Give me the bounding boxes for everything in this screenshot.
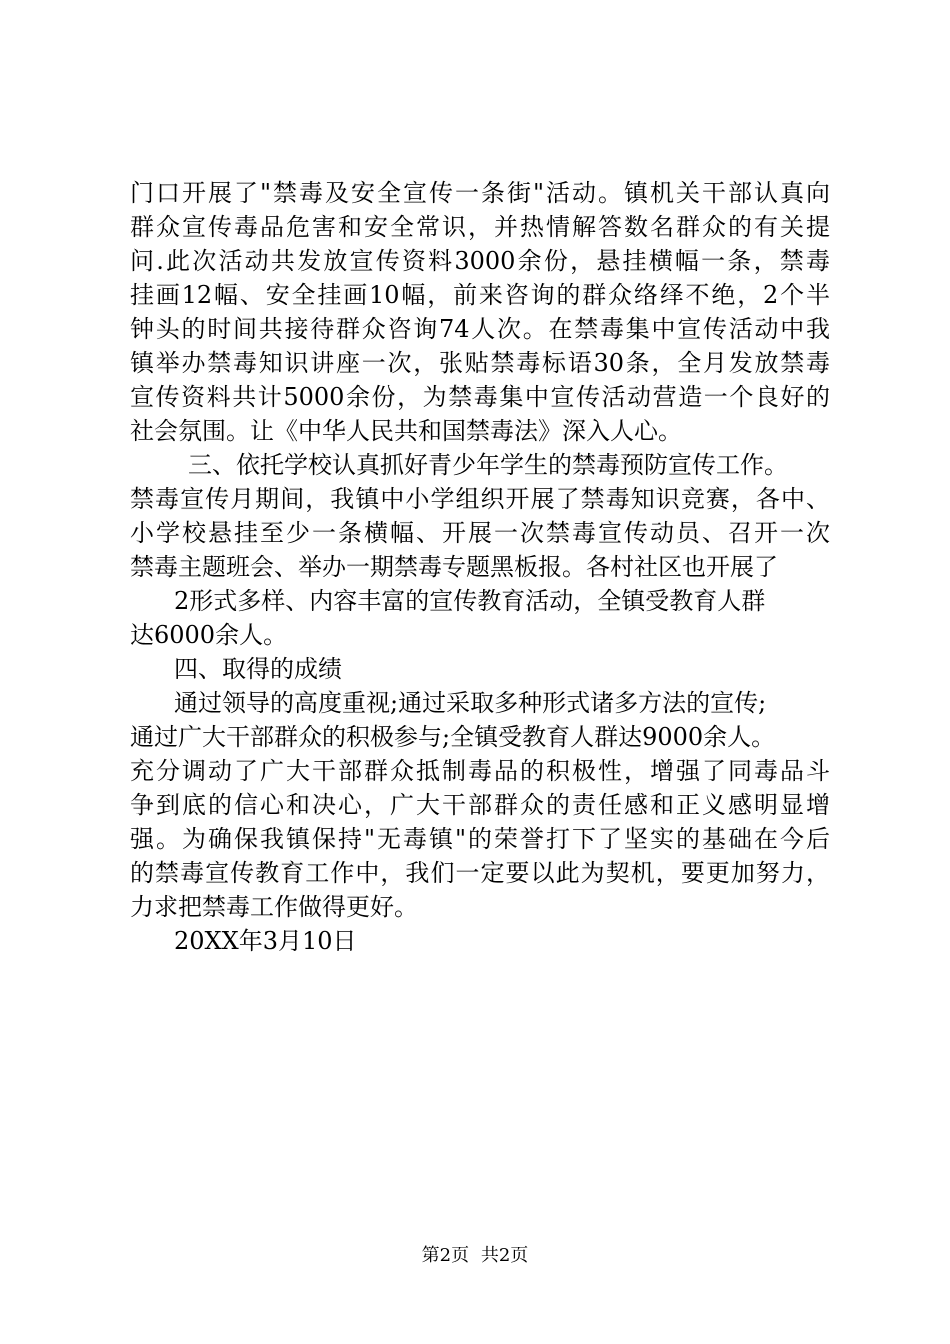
page-footer (0, 1244, 950, 1268)
text-line: 宣传资料共计5000余份，为禁毒集中宣传活动营造一个良好的 (130, 383, 830, 411)
section-heading-3: 三、依托学校认真抓好青少年学生的禁毒预防宣传工作。 (188, 451, 788, 479)
text-line: 群众宣传毒品危害和安全常识，并热情解答数名群众的有关提 (130, 213, 830, 241)
page-number: 第2页 (421, 1245, 470, 1266)
text-line: 通过广大干部群众的积极参与;全镇受教育人群达9000余人。 (130, 723, 776, 751)
text-line: 镇举办禁毒知识讲座一次，张贴禁毒标语30条，全月发放禁毒 (130, 349, 830, 377)
document-body (130, 176, 830, 958)
text-line: 达6000余人。 (130, 621, 288, 649)
text-line: 通过领导的高度重视;通过采取多种形式诸多方法的宣传; (174, 689, 767, 717)
text-line: 争到底的信心和决心，广大干部群众的责任感和正义感明显增 (130, 791, 830, 819)
text-line: 禁毒主题班会、举办一期禁毒专题黑板报。各村社区也开展了 (130, 553, 778, 581)
text-line: 充分调动了广大干部群众抵制毒品的积极性，增强了同毒品斗 (130, 757, 830, 785)
text-line: 问.此次活动共发放宣传资料3000余份，悬挂横幅一条，禁毒 (130, 247, 830, 275)
page-total: 共2页 (480, 1245, 529, 1266)
text-line: 门口开展了"禁毒及安全宣传一条街"活动。镇机关干部认真向 (130, 179, 830, 207)
text-line: 小学校悬挂至少一条横幅、开展一次禁毒宣传动员、召开一次 (130, 519, 830, 547)
text-line: 禁毒宣传月期间，我镇中小学组织开展了禁毒知识竞赛，各中、 (130, 485, 830, 513)
text-line: 力求把禁毒工作做得更好。 (130, 893, 418, 921)
document-date: 20XX年3月10日 (174, 927, 357, 955)
text-line: 的禁毒宣传教育工作中，我们一定要以此为契机，要更加努力， (130, 859, 830, 887)
text-line: 挂画12幅、安全挂画10幅，前来咨询的群众络绎不绝，2个半 (130, 281, 830, 309)
text-line: 社会氛围。让《中华人民共和国禁毒法》深入人心。 (130, 417, 682, 445)
text-line: 2形式多样、内容丰富的宣传教育活动，全镇受教育人群 (174, 587, 766, 615)
section-heading-4: 四、取得的成绩 (174, 655, 342, 683)
text-line: 钟头的时间共接待群众咨询74人次。在禁毒集中宣传活动中我 (130, 315, 830, 343)
text-line: 强。为确保我镇保持"无毒镇"的荣誉打下了坚实的基础在今后 (130, 825, 830, 853)
